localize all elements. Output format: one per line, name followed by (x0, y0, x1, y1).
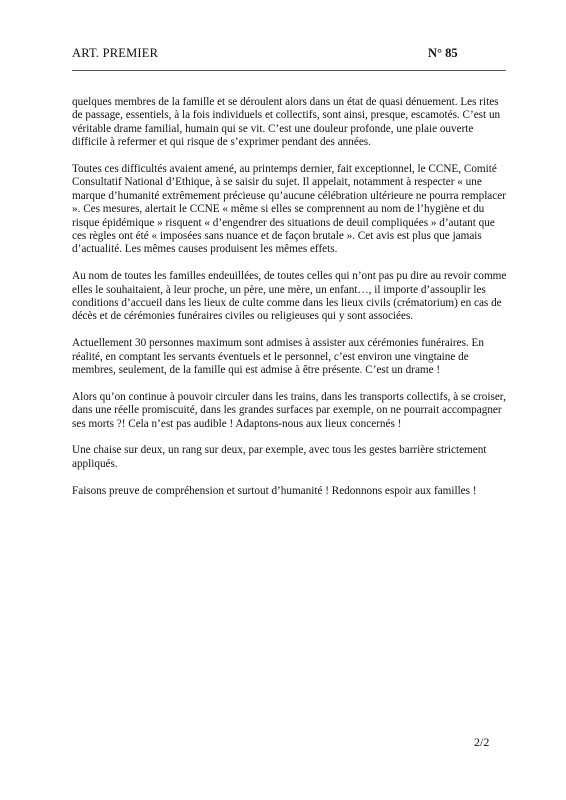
paragraph: Alors qu’on continue à pouvoir circuler dans les trains, dans les transports collectifs, à se croiser, dans une réelle promiscuité, dans les grandes surfaces par exemple, on ne pourrait accompagner ses morts ?! Cela n’est pas audible ! Adaptons-nous aux lieux concernés ! (72, 390, 506, 430)
paragraph: Faisons preuve de compréhension et surtout d’humanité ! Redonnons espoir aux familles ! (72, 484, 477, 497)
header-divider (72, 70, 506, 71)
paragraph: Toutes ces difficultés avaient amené, au printemps dernier, fait exceptionnel, le CCNE, Comité Consultatif National d’Ethique, à se saisir du sujet. Il appelait, notamment à respecter « une marque d’humanité extrêmement précieuse qu’aucune célébration ultérieure ne pourra remplacer ». Ces mesures, alertait le CCNE « même si elles se comprennent au nom de l’hygiène et du risque épidémique » risquent « d’engendrer des situations de deuil compliquées » d’autant que ces règles ont été « imposées sans nuance et de façon brutale ». Cet avis est plus que jamais d’actualité. Les mêmes causes produisent les mêmes effets. (72, 163, 506, 256)
paragraph: quelques membres de la famille et se déroulent alors dans un état de quasi dénuement. Les rites de passage, essentiels, à la fois individuels et collectifs, sont ainsi, presque, escamotés. C’est un véritable drame familial, humain qui se vit. C’est une douleur profonde, une plaie ouverte difficile à refermer et qui risque de s’exprimer pendant des années. (72, 96, 501, 149)
paragraph: Au nom de toutes les familles endeuillées, de toutes celles qui n’ont pas pu dire au revoir comme elles le souhaitaient, à leur proche, un père, une mère, un enfant…, il importe d’assouplir les conditions d’accueil dans les lieux de culte comme dans les lieux civils (crématorium) en cas de décès et de cérémonies funéraires civiles ou religieuses qui y sont associées. (72, 270, 507, 323)
body-text (72, 96, 508, 511)
paragraph: Une chaise sur deux, un rang sur deux, par exemple, avec tous les gestes barrière strictement appliqués. (72, 444, 487, 470)
paragraph: Actuellement 30 personnes maximum sont admises à assister aux cérémonies funéraires. En réalité, en comptant les servants éventuels et le personnel, c’est environ une vingtaine de membres, seulement, de la famille qui est admise à être présente. C’est un drame ! (72, 337, 484, 377)
article-label: ART. PREMIER (72, 46, 159, 60)
page-number: 2/2 (474, 735, 490, 749)
amendment-number: N° 85 (428, 46, 458, 60)
